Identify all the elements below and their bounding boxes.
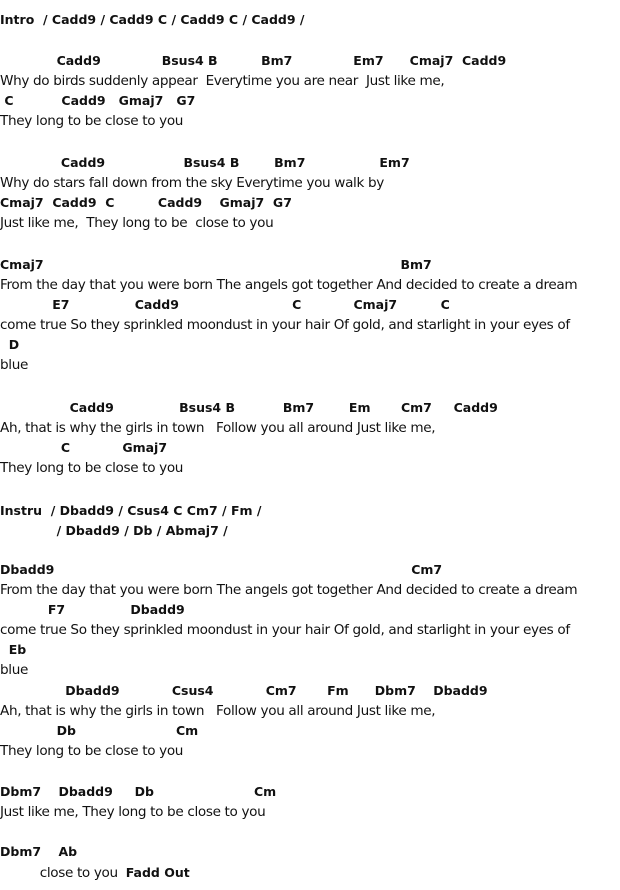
chorus2-chord-line-2: F7 Dbadd9	[0, 602, 185, 617]
verse3-lyric-line-1: Ah, that is why the girls in town Follow you all around Just like me,	[0, 420, 436, 436]
outro-chord-line-1: Dbm7 Dbadd9 Db Cm	[0, 784, 277, 799]
chorus2-chord-line-1: Dbadd9 Cm7	[0, 562, 443, 577]
chorus1-lyric-line-2: come true So they sprinkled moondust in your hair Of gold, and starlight in your eyes of	[0, 317, 570, 333]
chorus2-chord-line-3: Eb	[0, 642, 27, 657]
verse1-chord-line-2: C Cadd9 Gmaj7 G7	[0, 93, 196, 108]
verse4-lyric-line-2: They long to be close to you	[0, 743, 184, 759]
outro-final-line	[0, 863, 190, 881]
verse3-lyric-line-2: They long to be close to you	[0, 460, 184, 476]
verse3-chord-line-2: C Gmaj7	[0, 440, 168, 455]
chorus1-lyric-line-3: blue	[0, 357, 28, 373]
instrumental-chord-line-2: / Dbadd9 / Db / Abmaj7 /	[0, 523, 228, 538]
verse1-lyric-line-1: Why do birds suddenly appear Everytime you are near Just like me,	[0, 73, 445, 89]
outro-chord-line-2: Dbm7 Ab	[0, 844, 78, 859]
intro-chord-line: Intro / Cadd9 / Cadd9 C / Cadd9 C / Cadd9 /	[0, 12, 305, 27]
fade-out-label: Fadd Out	[125, 865, 190, 880]
verse1-chord-line-1: Cadd9 Bsus4 B Bm7 Em7 Cmaj7 Cadd9	[0, 53, 507, 68]
verse2-chord-line-1: Cadd9 Bsus4 B Bm7 Em7	[0, 155, 410, 170]
chorus2-lyric-line-2: come true So they sprinkled moondust in your hair Of gold, and starlight in your eyes of	[0, 622, 570, 638]
instrumental-chord-line-1: Instru / Dbadd9 / Csus4 C Cm7 / Fm /	[0, 503, 262, 518]
verse4-chord-line-2: Db Cm	[0, 723, 199, 738]
chorus1-chord-line-1: Cmaj7 Bm7	[0, 257, 432, 272]
verse4-chord-line-1: Dbadd9 Csus4 Cm7 Fm Dbm7 Dbadd9	[0, 683, 488, 698]
verse3-chord-line-1: Cadd9 Bsus4 B Bm7 Em Cm7 Cadd9	[0, 400, 498, 415]
outro-lyric-line-1: Just like me, They long to be close to you	[0, 804, 266, 820]
verse4-lyric-line-1: Ah, that is why the girls in town Follow you all around Just like me,	[0, 703, 436, 719]
verse2-chord-line-2: Cmaj7 Cadd9 C Cadd9 Gmaj7 G7	[0, 195, 292, 210]
chorus1-chord-line-3: D	[0, 337, 20, 352]
outro-final-lyric: close to you	[0, 865, 126, 881]
chorus2-lyric-line-1: From the day that you were born The angels got together And decided to create a dream	[0, 582, 578, 598]
verse2-lyric-line-2: Just like me, They long to be close to you	[0, 215, 274, 231]
verse1-lyric-line-2: They long to be close to you	[0, 113, 184, 129]
chorus1-lyric-line-1: From the day that you were born The angels got together And decided to create a dream	[0, 277, 578, 293]
chorus1-chord-line-2: E7 Cadd9 C Cmaj7 C	[0, 297, 450, 312]
verse2-lyric-line-1: Why do stars fall down from the sky Everytime you walk by	[0, 175, 384, 191]
chorus2-lyric-line-3: blue	[0, 662, 28, 678]
